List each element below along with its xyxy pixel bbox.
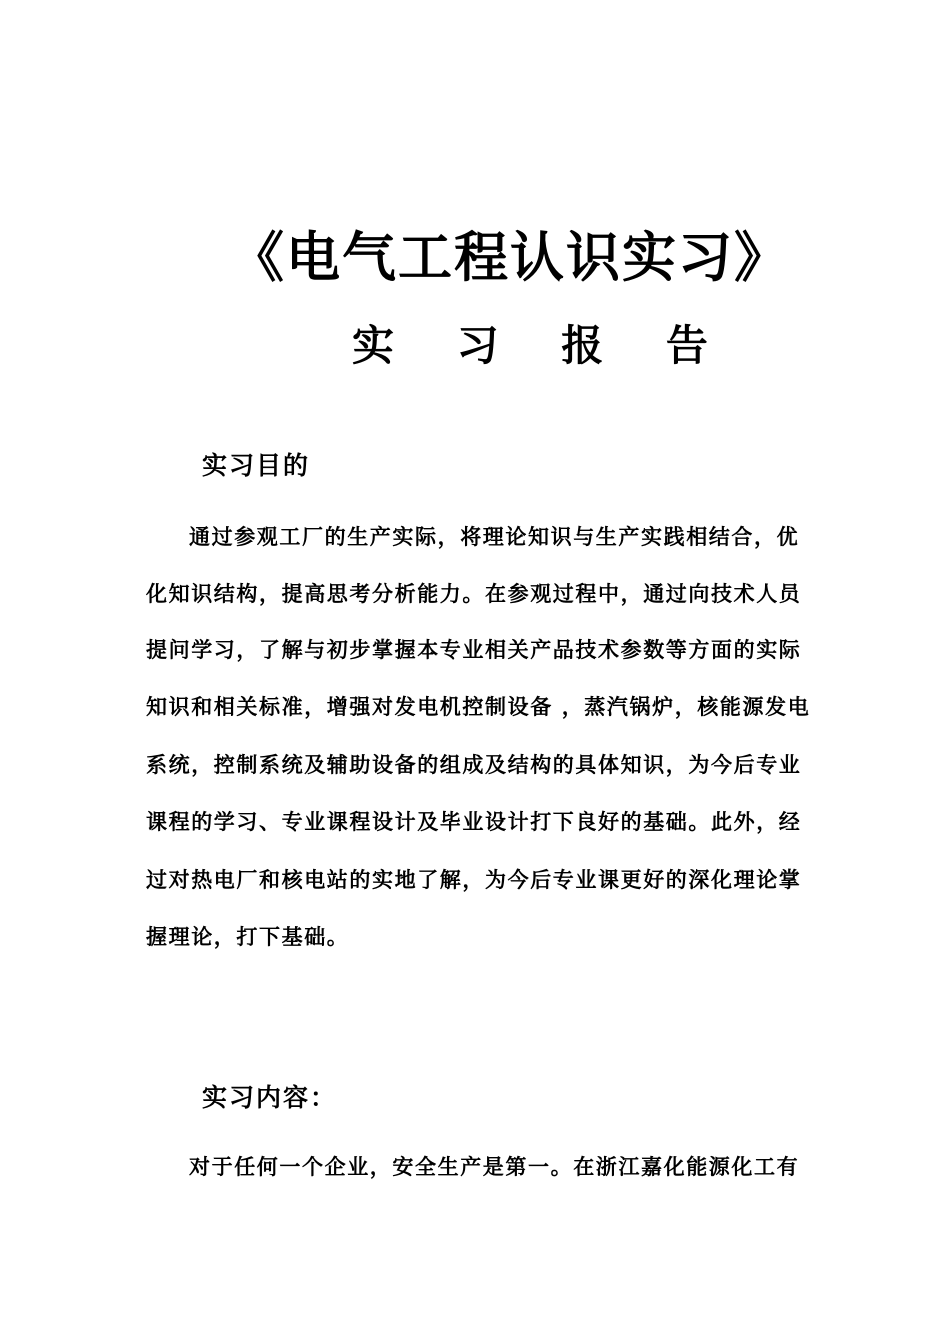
content-paragraph-line: 对于任何一个企业，安全生产是第一。在浙江嘉化能源化工有: [189, 1154, 800, 1179]
purpose-paragraph-line: 化知识结构，提高思考分析能力。在参观过程中，通过向技术人员: [146, 581, 802, 606]
purpose-paragraph-line: 提问学习，了解与初步掌握本专业相关产品技术参数等方面的实际: [146, 637, 802, 662]
purpose-paragraph-line: 握理论，打下基础。: [146, 924, 350, 949]
purpose-paragraph-line: 知识和相关标准，增强对发电机控制设备 ，蒸汽锅炉，核能源发电: [146, 694, 811, 719]
purpose-paragraph-line: 系统，控制系统及辅助设备的组成及结构的具体知识，为今后专业: [146, 752, 802, 777]
document-title: 《电气工程认识实习》: [230, 225, 790, 289]
purpose-paragraph-line: 过对热电厂和核电站的实地了解，为今后专业课更好的深化理论掌: [146, 867, 802, 892]
section-heading-content: 实习内容：: [202, 1083, 338, 1112]
purpose-paragraph-line: 通过参观工厂的生产实际，将理论知识与生产实践相结合，优: [189, 524, 800, 549]
document-subtitle: 实 习 报 告: [352, 321, 732, 370]
purpose-paragraph-line: 课程的学习、专业课程设计及毕业设计打下良好的基础。此外，经: [146, 809, 802, 834]
section-heading-purpose: 实习目的: [202, 451, 311, 480]
